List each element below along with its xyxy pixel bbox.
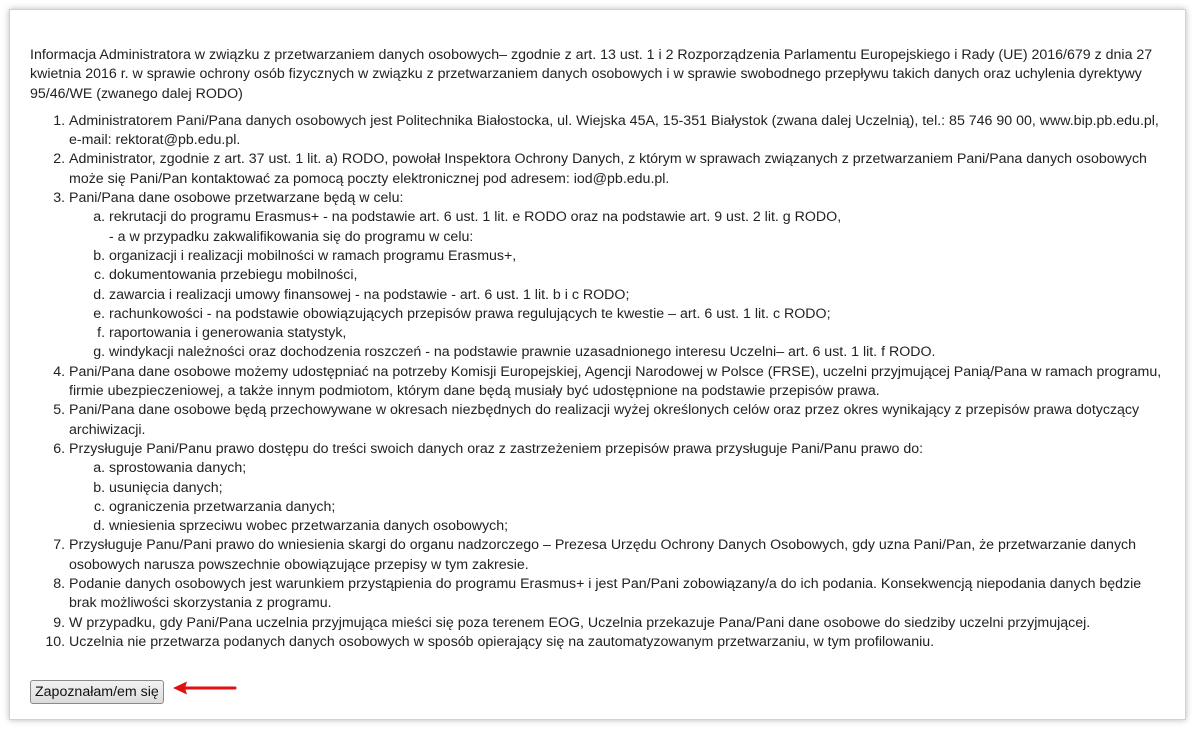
list-item: 4. Pani/Pana dane osobowe możemy udostępniać na potrzeby Komisji Europejskiej, Agencji Narodowej w Polsce (FRSE), uczelni przyjmującej Panią/Pana w ramach programu, firmie ubezpieczeniowej, a także innym podmiotom, którym dane będą musiały być udostępnione na podstawie przepisów prawa. [69,363,1170,402]
purpose-item: b. organizacji i realizacji mobilności w ramach programu Erasmus+, [109,247,1170,266]
accept-button[interactable]: Zapoznałam/em się [30,680,164,704]
list-item [69,189,1170,363]
intro-text: Informacja Administratora w związku z przetwarzaniem danych osobowych– zgodnie z art. 13 ust. 1 i 2 Rozporządzenia Parlamentu Europejskiego i Rady (UE) 2016/679 z dnia 27 kwietnia 2016 r. w sprawie ochrony osób fizycznych w związku z przetwarzaniem danych osobowych i w sprawie swobodnego przepływu takich danych oraz uchylenia dyrektywy 95/46/WE (zwanego dalej RODO) [30,47,1153,102]
purpose-note: - a w przypadku zakwalifikowania się do programu w celu: [109,228,474,245]
list-item: 10. Uczelnia nie przetwarza podanych danych osobowych w sposób opierający się na zautomatyzowanym przetwarzaniu, w tym profilowaniu. [69,633,1170,652]
right-item: b. usunięcia danych; [109,479,1170,498]
purpose-item: d. zawarcia i realizacji umowy finansowej - na podstawie - art. 6 ust. 1 lit. b i c RODO; [109,286,1170,305]
purposes-list [69,208,1170,362]
purpose-item [109,208,1170,247]
right-item: c. ograniczenia przetwarzania danych; [109,498,1170,517]
list-item: 2. Administrator, zgodnie z art. 37 ust. 1 lit. a) RODO, powołał Inspektora Ochrony Danych, z którym w sprawach związanych z przetwarzaniem Pani/Pana danych osobowych może się Pani/Pan kontaktować za pomocą poczty elektronicznej pod adresem: iod@pb.edu.pl. [69,150,1170,189]
purpose-text: rekrutacji do programu Erasmus+ - na podstawie art. 6 ust. 1 lit. e RODO oraz na podstawie art. 9 ust. 2 lit. g RODO, [109,209,842,226]
rights-list [69,459,1170,536]
right-item: a. sprostowania danych; [109,459,1170,478]
arrow-left-icon [171,680,237,696]
purpose-item: f. raportowania i generowania statystyk, [109,324,1170,343]
action-row [30,680,164,704]
purpose-item: e. rachunkowości - na podstawie obowiązujących przepisów prawa regulujących te kwestie – art. 6 ust. 1 lit. c RODO; [109,305,1170,324]
list-item-text: Przysługuje Pani/Panu prawo dostępu do treści swoich danych oraz z zastrzeżeniem przepisów prawa przysługuje Pani/Panu prawo do: [69,440,924,457]
list-item: 9. W przypadku, gdy Pani/Pana uczelnia przyjmująca mieści się poza terenem EOG, Uczelnia przekazuje Pana/Pani dane osobowe do siedziby uczelni przyjmującej. [69,614,1170,633]
list-item: 1. Administratorem Pani/Pana danych osobowych jest Politechnika Białostocka, ul. Wiejska 45A, 15-351 Białystok (zwana dalej Uczelnią), tel.: 85 746 90 00, www.bip.pb.edu.pl, e-mail: rektorat@pb.edu.pl. [69,112,1170,151]
list-item: 5. Pani/Pana dane osobowe będą przechowywane w okresach niezbędnych do realizacji wyżej określonych celów oraz przez okres wynikający z przepisów prawa dotyczący archiwizacji. [69,401,1170,440]
purpose-item: c. dokumentowania przebiegu mobilności, [109,266,1170,285]
gdpr-information [30,46,1170,652]
consent-panel [9,9,1186,720]
purpose-item: g. windykacji należności oraz dochodzenia roszczeń - na podstawie prawnie uzasadnionego interesu Uczelni– art. 6 ust. 1 lit. f RODO. [109,343,1170,362]
gdpr-clauses-list [30,112,1170,652]
arrow-head [173,682,187,695]
list-item: 7. Przysługuje Panu/Pani prawo do wniesienia skargi do organu nadzorczego – Prezesa Urzędu Ochrony Danych Osobowych, gdy uzna Pani/Pan, że przetwarzanie danych osobowych narusza powszechnie obowiązujące przepisy w tym zakresie. [69,536,1170,575]
annotation-arrow [173,682,235,695]
list-item [69,440,1170,536]
right-item: d. wniesienia sprzeciwu wobec przetwarzania danych osobowych; [109,517,1170,536]
list-item-text: Pani/Pana dane osobowe przetwarzane będą w celu: [69,190,404,207]
list-item: 8. Podanie danych osobowych jest warunkiem przystąpienia do programu Erasmus+ i jest Pan/Pani zobowiązany/a do ich podania. Konsekwencją niepodania danych będzie brak możliwości skorzystania z programu. [69,575,1170,614]
